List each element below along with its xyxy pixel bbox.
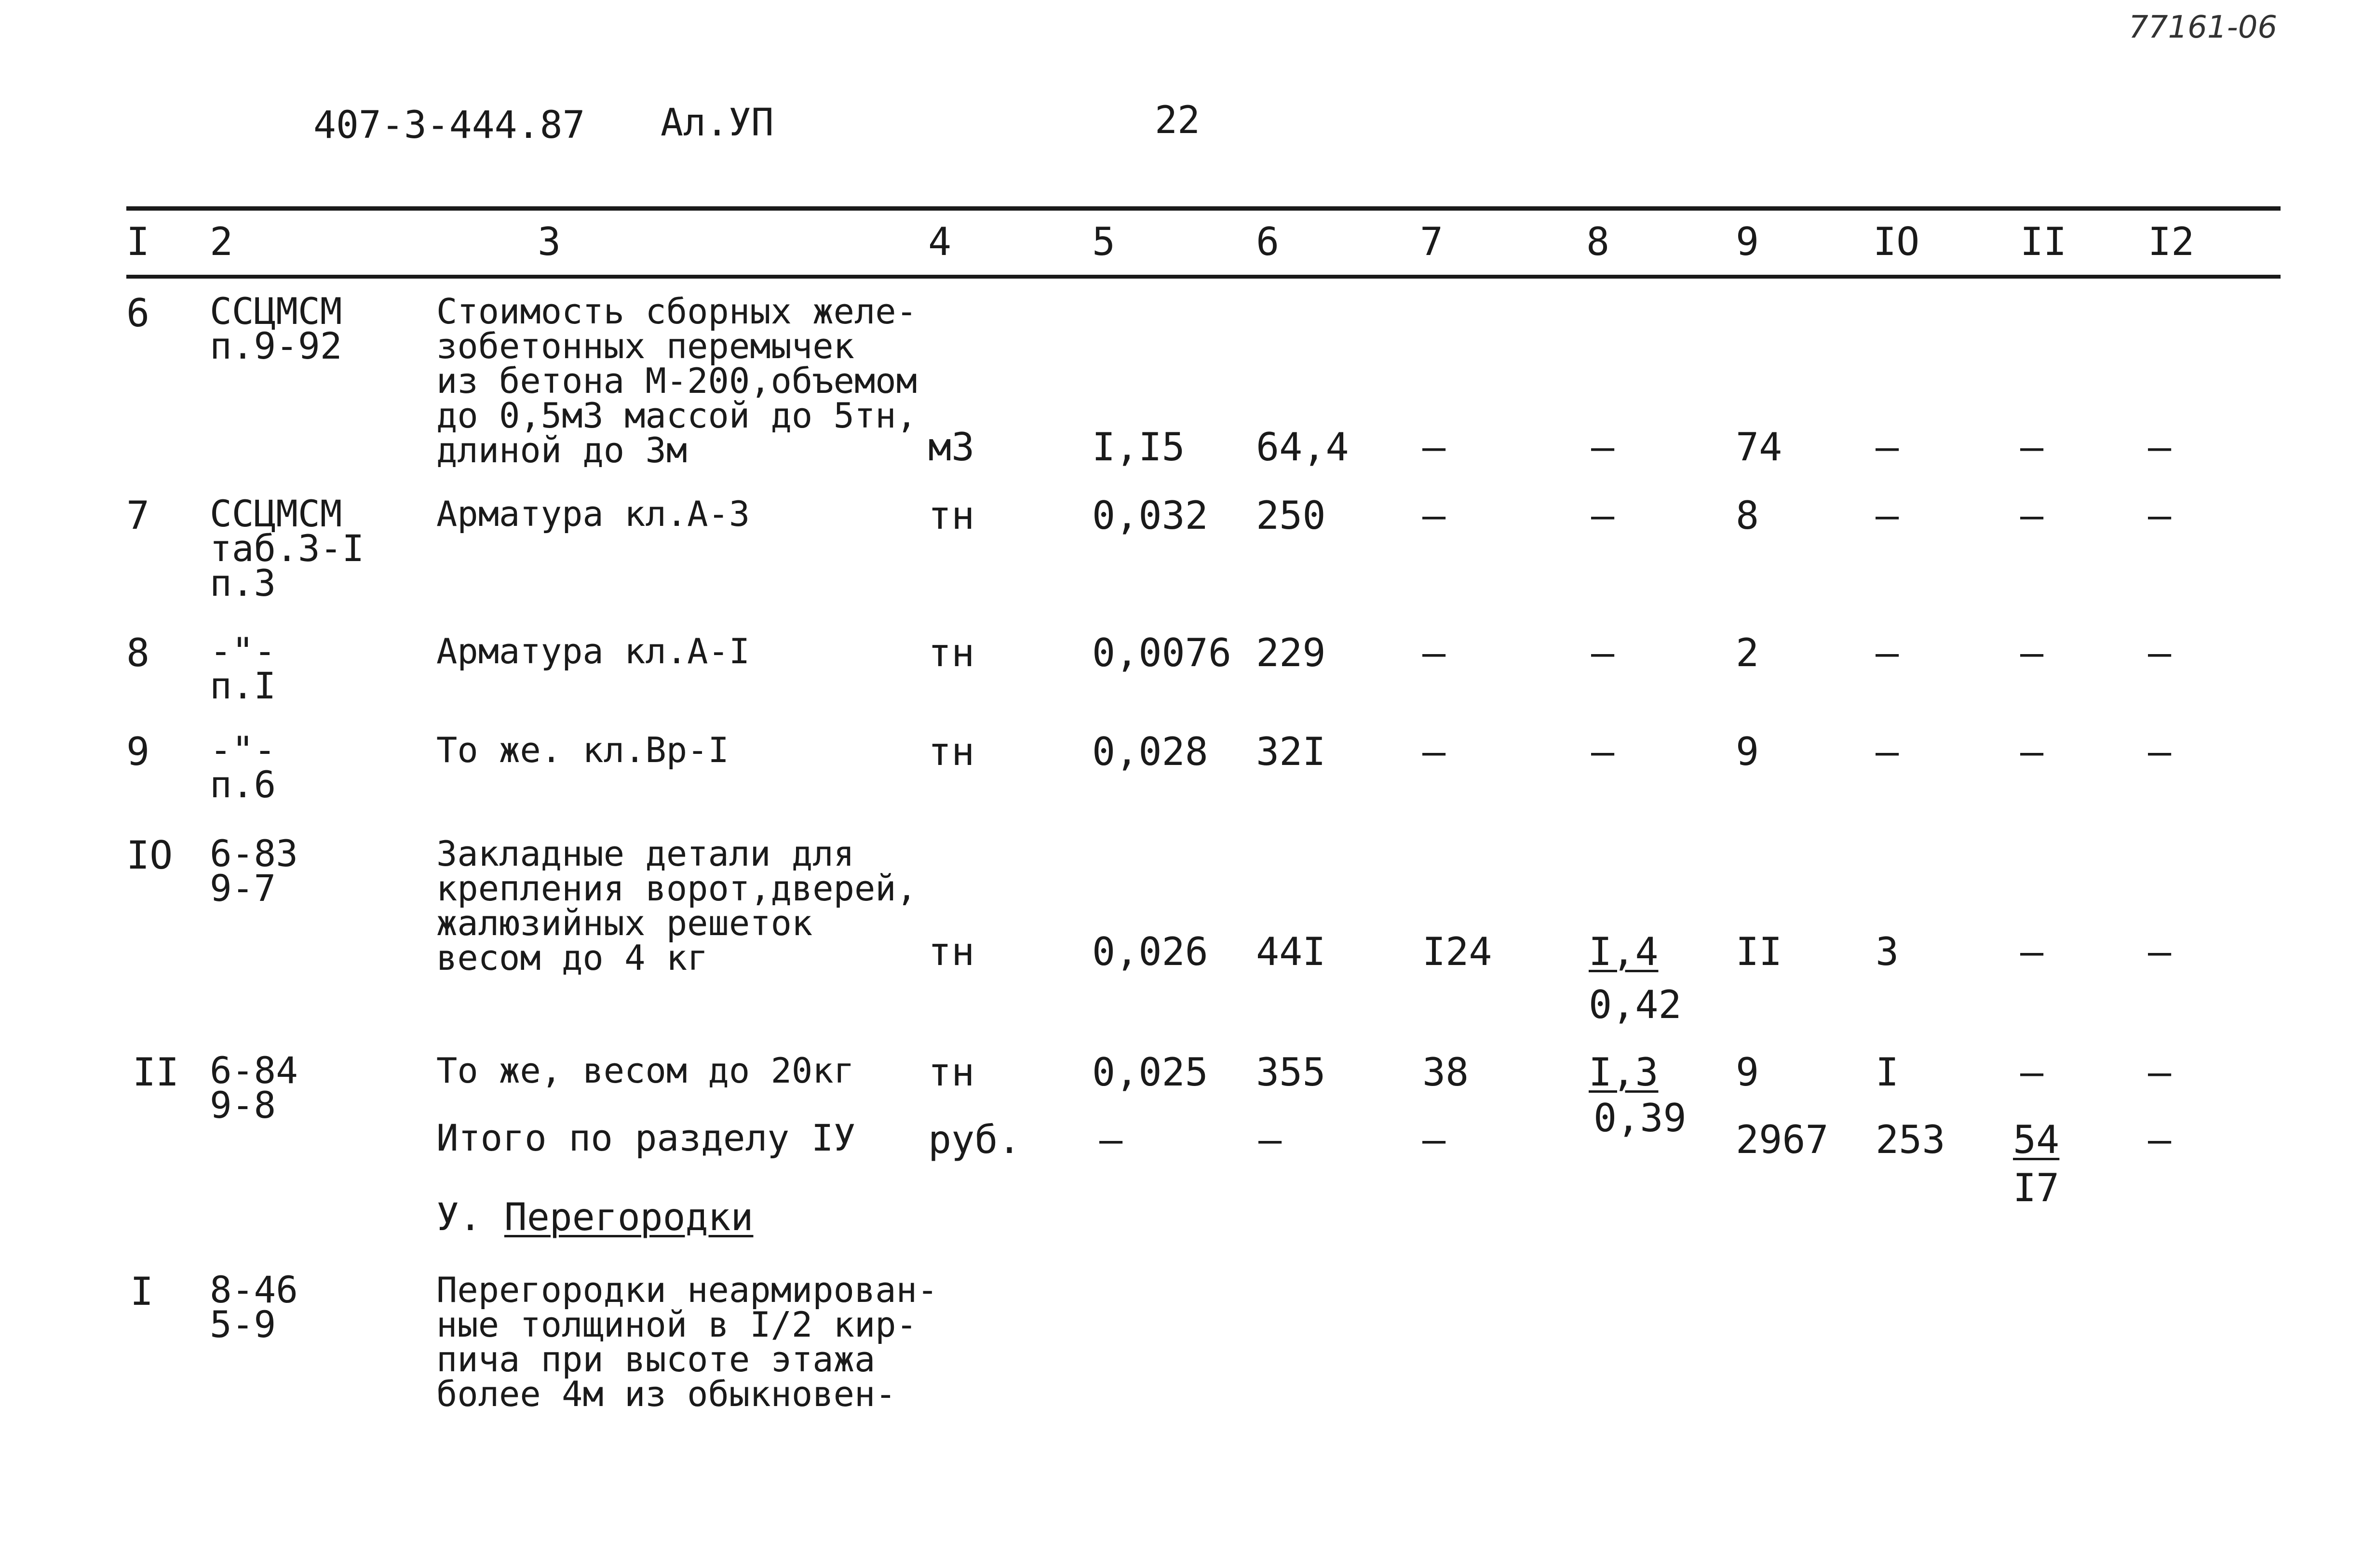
unit: руб. — [928, 1117, 1021, 1162]
unit-cost: 64,4 — [1256, 425, 1349, 469]
col-12-value: – — [2148, 1050, 2172, 1095]
quantity: 0,0076 — [1092, 630, 1231, 675]
quantity: – — [1099, 1117, 1123, 1162]
row-number: 8 — [126, 630, 150, 675]
col-10-value: – — [1876, 425, 1899, 469]
norm-code: ССЦМСМ таб.3-I п.3 — [210, 492, 365, 604]
unit-cost: 32I — [1256, 729, 1326, 774]
quantity: 0,026 — [1092, 929, 1208, 974]
col-8-value: – — [1591, 493, 1615, 538]
col-11-value: – — [2020, 630, 2044, 675]
total-cost: 9 — [1736, 1050, 1759, 1095]
unit: тн — [928, 929, 975, 974]
quantity: 0,032 — [1092, 493, 1208, 538]
table-top-rule — [126, 206, 2281, 211]
col-10-value: 3 — [1876, 929, 1899, 974]
col-11-value: – — [2020, 425, 2044, 469]
unit-cost: 355 — [1256, 1050, 1326, 1095]
unit-cost: 250 — [1256, 493, 1326, 538]
col-header-8: 8 — [1586, 219, 1610, 264]
unit-cost: 229 — [1256, 630, 1326, 675]
col-11-value: – — [2020, 929, 2044, 974]
norm-code: -"- п.I — [210, 630, 276, 707]
col-12-value: – — [2148, 929, 2172, 974]
page-number: 22 — [1155, 99, 1200, 142]
col-7-value: – — [1422, 729, 1446, 774]
col-7-value: – — [1422, 1117, 1446, 1162]
col-header-2: 2 — [210, 219, 233, 264]
col-10-value: – — [1876, 493, 1899, 538]
col-11-denominator: I7 — [2013, 1166, 2060, 1210]
unit: тн — [928, 630, 975, 675]
col-header-6: 6 — [1256, 219, 1280, 264]
col-header-5: 5 — [1092, 219, 1116, 264]
section-heading — [436, 1196, 754, 1239]
row-number: 7 — [126, 493, 150, 538]
norm-code: 6-84 9-8 — [210, 1049, 298, 1126]
section-prefix: У. — [436, 1196, 482, 1239]
col-12-value: – — [2148, 425, 2172, 469]
norm-code: ССЦМСМ п.9-92 — [210, 290, 342, 367]
row-number: I — [130, 1269, 154, 1314]
col-header-10: IO — [1873, 219, 1920, 264]
total-cost: 74 — [1736, 425, 1782, 469]
col-11-value: – — [2020, 1050, 2044, 1095]
norm-code: 6-83 9-7 — [210, 832, 298, 910]
unit: тн — [928, 493, 975, 538]
total-cost: 2 — [1736, 630, 1759, 675]
album-label: Ал.УП — [661, 101, 774, 145]
col-10-value: 253 — [1876, 1117, 1945, 1162]
unit-cost: 44I — [1256, 929, 1326, 974]
row-number: 9 — [126, 729, 150, 774]
work-description: Закладные детали для крепления ворот,дверей, жалюзийных решеток весом до 4 кг — [436, 833, 917, 978]
unit: тн — [928, 1050, 975, 1095]
col-header-7: 7 — [1420, 219, 1444, 264]
work-description: То же. кл.Вр-I — [436, 730, 729, 770]
col-header-11: II — [2020, 219, 2067, 264]
col-8-value: – — [1591, 729, 1615, 774]
col-12-value: – — [2148, 1117, 2172, 1162]
col-8-denominator: 0,42 — [1589, 982, 1682, 1027]
col-8-numerator: I,4 — [1589, 929, 1659, 974]
row-number: 6 — [126, 291, 150, 335]
work-description: Стоимость сборных желе- зобетонных перемычек из бетона М-200,объемом до 0,5м3 массой до 5тн, длиной до 3м — [436, 291, 917, 470]
unit-cost: – — [1258, 1117, 1282, 1162]
total-cost: 9 — [1736, 729, 1759, 774]
work-description: Арматура кл.А-I — [436, 631, 750, 671]
table-header-rule — [126, 275, 2281, 279]
norm-code: -"- п.6 — [210, 728, 276, 806]
work-description: То же, весом до 20кг — [436, 1050, 854, 1091]
document-code: 407-3-444.87 — [313, 104, 585, 147]
section-total-label: Итого по разделу IУ — [436, 1116, 856, 1159]
norm-code: 8-46 5-9 — [210, 1268, 298, 1346]
work-description: Перегородки неармирован- ные толщиной в I/2 кир- пича при высоте этажа более 4м из обыкновен- — [436, 1270, 938, 1414]
col-11-value: – — [2020, 729, 2044, 774]
col-header-9: 9 — [1736, 219, 1759, 264]
quantity: I,I5 — [1092, 425, 1185, 469]
row-number: IO — [126, 833, 173, 878]
col-header-4: 4 — [928, 219, 952, 264]
unit: тн — [928, 729, 975, 774]
col-8-denominator: 0,39 — [1593, 1096, 1687, 1140]
quantity: 0,025 — [1092, 1050, 1208, 1095]
col-header-3: 3 — [538, 219, 561, 264]
col-7-value: – — [1422, 425, 1446, 469]
col-12-value: – — [2148, 729, 2172, 774]
col-12-value: – — [2148, 493, 2172, 538]
col-8-value: – — [1591, 630, 1615, 675]
row-number: II — [133, 1050, 179, 1095]
col-8-numerator: I,3 — [1589, 1050, 1659, 1095]
unit: м3 — [928, 425, 975, 469]
total-cost: 8 — [1736, 493, 1759, 538]
col-10-value: I — [1876, 1050, 1899, 1095]
col-10-value: – — [1876, 630, 1899, 675]
col-7-value: – — [1422, 493, 1446, 538]
col-12-value: – — [2148, 630, 2172, 675]
col-header-12: I2 — [2148, 219, 2195, 264]
col-8-value: – — [1591, 425, 1615, 469]
total-cost: II — [1736, 929, 1782, 974]
quantity: 0,028 — [1092, 729, 1208, 774]
col-7-value: I24 — [1422, 929, 1492, 974]
col-11-numerator: 54 — [2013, 1117, 2060, 1162]
col-header-1: I — [126, 219, 150, 264]
col-11-value: – — [2020, 493, 2044, 538]
col-10-value: – — [1876, 729, 1899, 774]
section-title: Перегородки — [504, 1196, 754, 1239]
archive-stamp: 77161-06 — [2129, 10, 2278, 45]
col-7-value: 38 — [1422, 1050, 1469, 1095]
work-description: Арматура кл.А-3 — [436, 494, 750, 534]
col-7-value: – — [1422, 630, 1446, 675]
total-cost: 2967 — [1736, 1117, 1829, 1162]
